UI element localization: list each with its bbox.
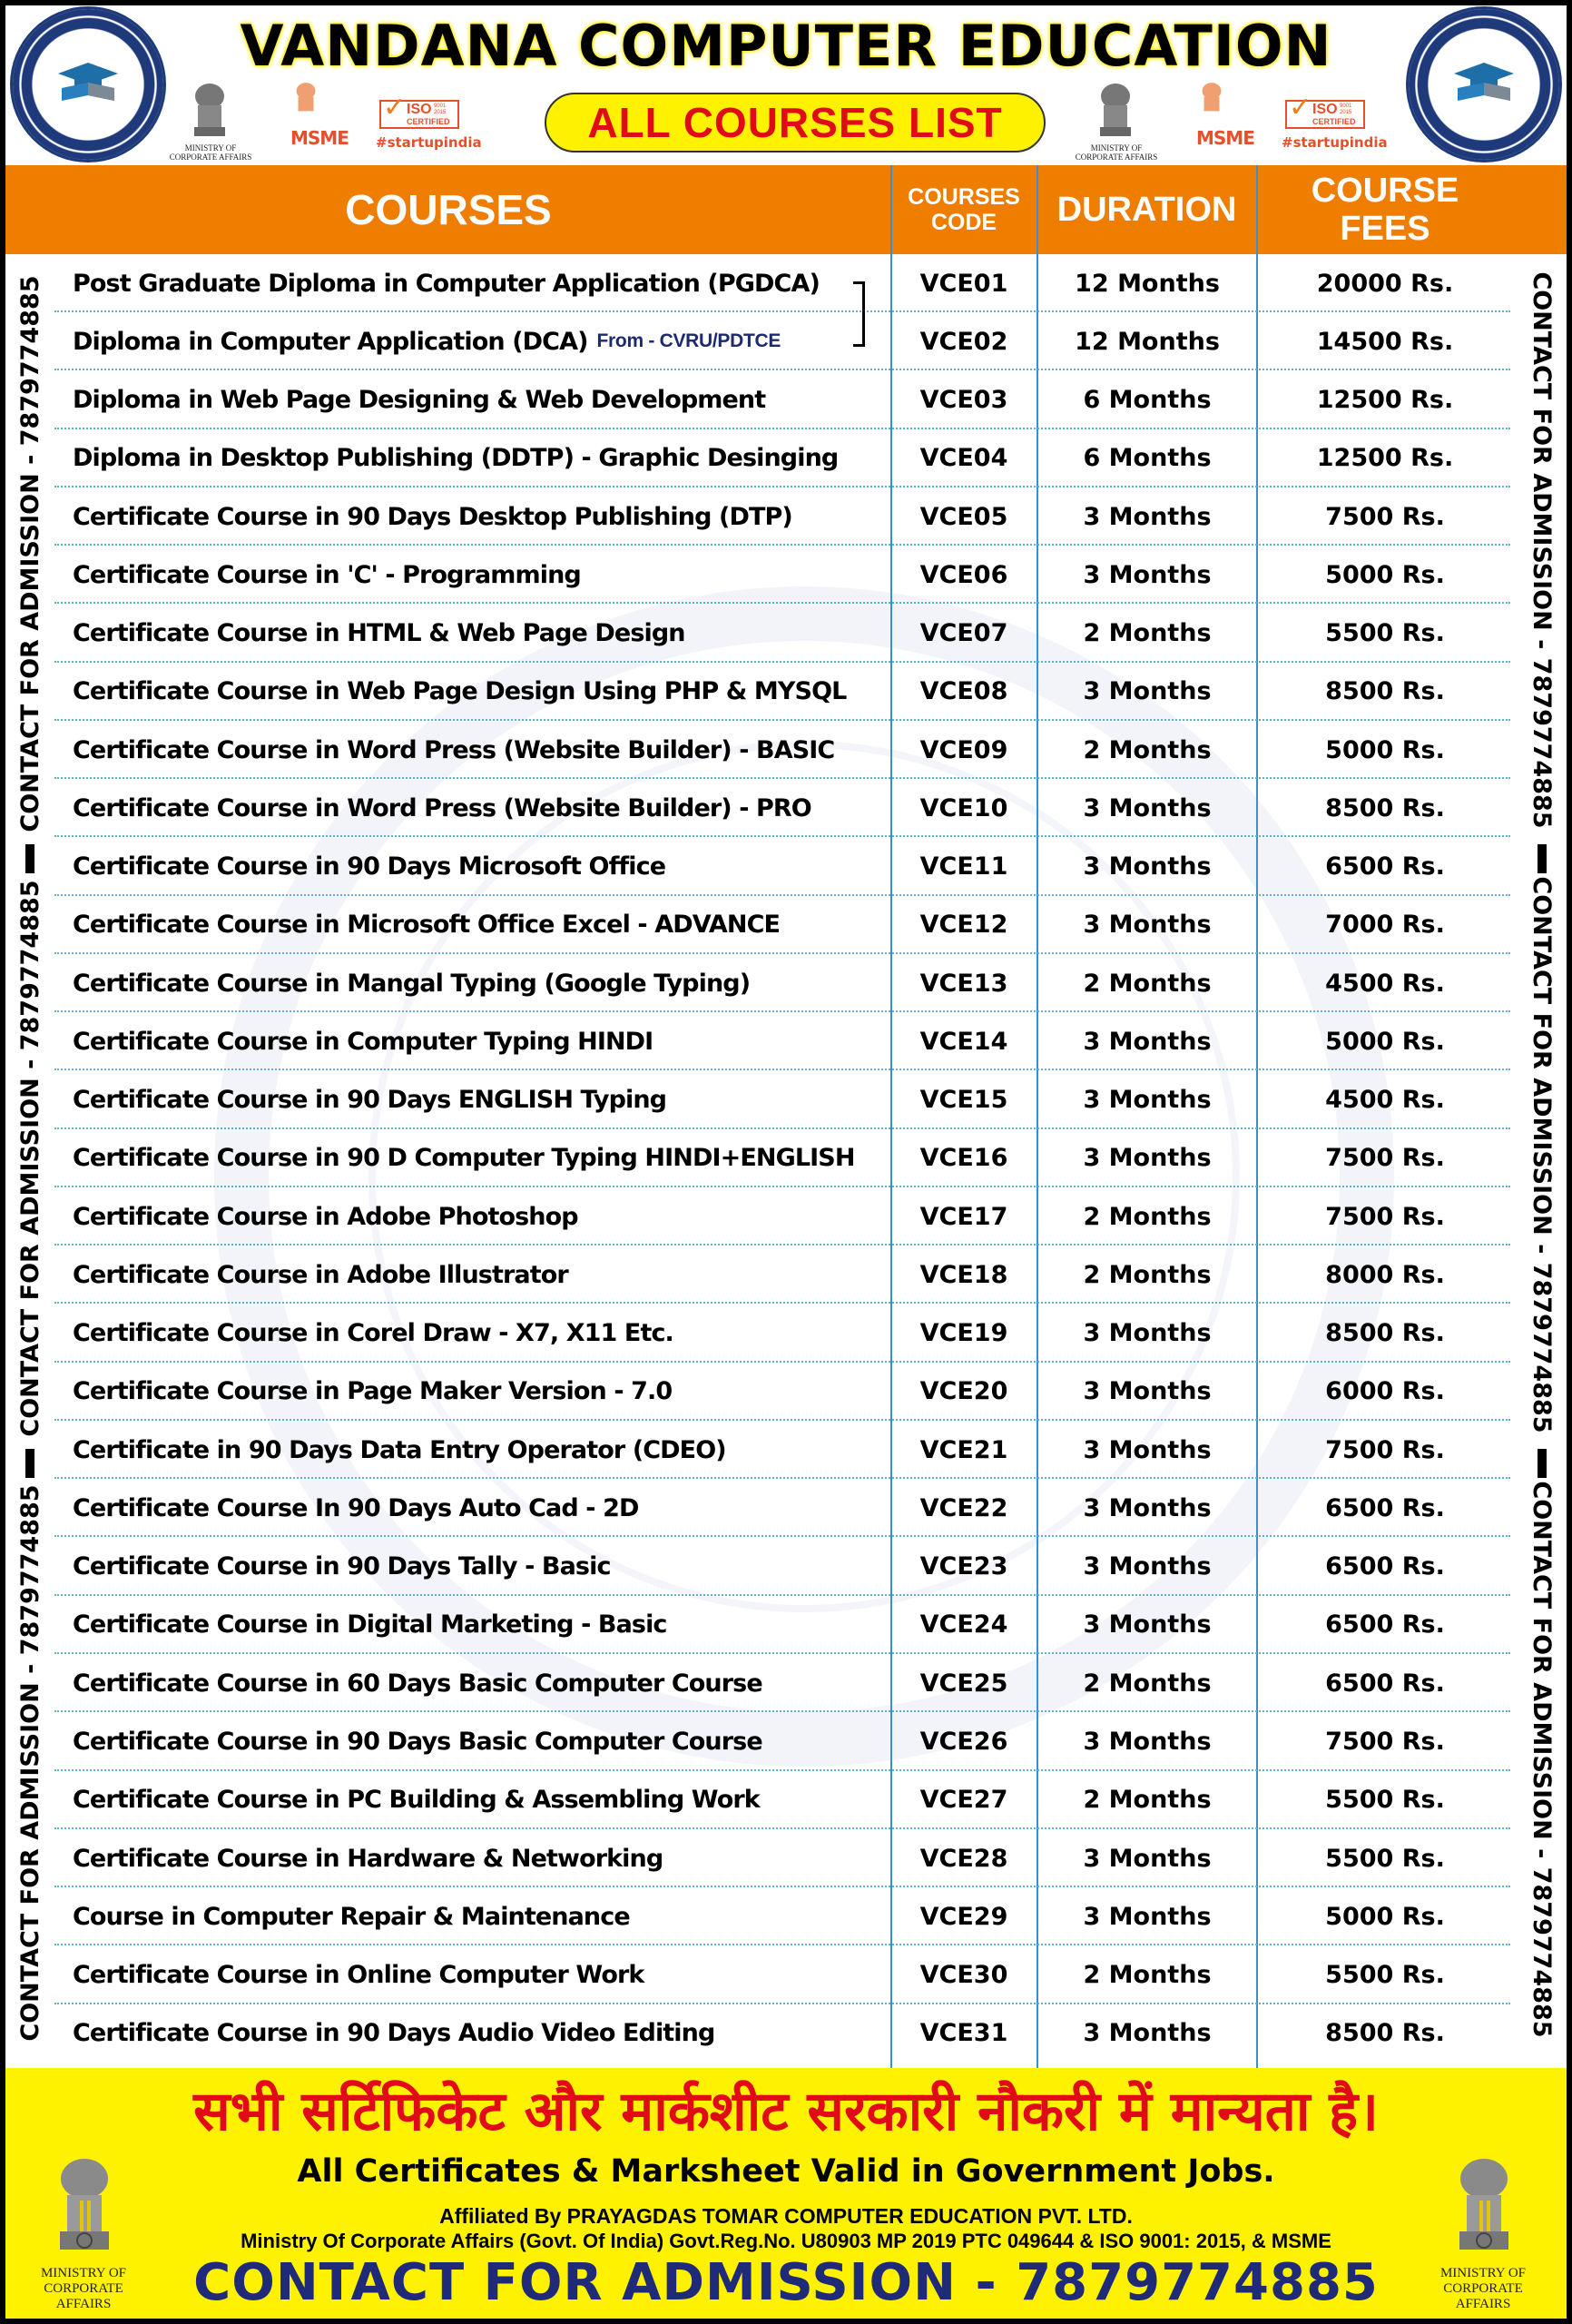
course-fee: 5500 Rs. [1325, 1844, 1445, 1873]
all-courses-list-banner: ALL COURSES LIST [545, 93, 1046, 153]
course-duration: 3 Months [1083, 1844, 1212, 1873]
course-name [73, 487, 889, 546]
course-name-text: Diploma in Computer Application (DCA) [73, 327, 588, 356]
table-row [54, 546, 1510, 604]
vertical-contact-text: CONTACT FOR ADMISSION - 7879774885 [15, 1484, 44, 2042]
ministry-caption-line1: MINISTRY OF [184, 143, 237, 153]
course-name [73, 1421, 889, 1479]
course-name [73, 1479, 889, 1537]
course-name [73, 254, 889, 312]
column-header-fees-line2: FEES [1340, 210, 1430, 248]
course-name [73, 896, 889, 954]
course-name [73, 312, 889, 370]
course-duration: 3 Months [1083, 1728, 1212, 1756]
course-name-text: Certificate Course in Mangal Typing (Google Typing) [73, 969, 751, 998]
course-duration: 3 Months [1083, 1027, 1212, 1056]
course-fee: 8500 Rs. [1325, 677, 1445, 706]
validity-statement: All Certificates & Marksheet Valid in Government Jobs. [297, 2153, 1275, 2190]
course-duration: 3 Months [1083, 911, 1212, 940]
ministry-caption-line2: CORPORATE AFFAIRS [44, 2281, 123, 2311]
course-fee: 20000 Rs. [1316, 269, 1454, 298]
course-duration: 3 Months [1083, 2019, 1212, 2048]
national-emblem-icon [1452, 2155, 1516, 2255]
ministry-caption [165, 143, 256, 162]
table-row [54, 954, 1510, 1012]
ministry-caption-line1: MINISTRY OF [1090, 143, 1143, 153]
national-emblem-icon [53, 2155, 116, 2255]
course-code: VCE22 [919, 1493, 1008, 1522]
course-name-text: Diploma in Web Page Designing & Web Development [73, 386, 766, 415]
table-row [54, 487, 1510, 546]
course-name-text: Certificate Course in Adobe Photoshop [73, 1202, 578, 1231]
course-name-text: Certificate Course in Page Maker Version - 7.0 [73, 1377, 673, 1406]
checkmark-icon: ✓ [383, 93, 407, 123]
course-fee: 7500 Rs. [1325, 1435, 1445, 1464]
course-name [73, 1363, 889, 1421]
poster-footer [5, 2068, 1567, 2319]
table-row [54, 1187, 1510, 1246]
registration-text: Ministry Of Corporate Affairs (Govt. Of India) Govt.Reg.No. U80903 MP 2019 PTC 049644 & ISO 9001: 2015, & MSME [241, 2230, 1331, 2252]
table-row [54, 663, 1510, 721]
column-header-courses: COURSES [345, 186, 552, 233]
course-fee: 6500 Rs. [1325, 1552, 1445, 1581]
course-name [73, 2004, 889, 2063]
course-duration: 2 Months [1083, 1202, 1212, 1231]
course-code: VCE25 [919, 1669, 1008, 1698]
msme-logo: MSME [290, 127, 349, 149]
vertical-contact-text: CONTACT FOR ADMISSION - 7879774885 [1528, 876, 1557, 1433]
course-code: VCE30 [919, 1961, 1008, 1990]
national-emblem-icon [189, 80, 231, 140]
course-name-text: Certificate Course in PC Building & Assembling Work [73, 1786, 760, 1815]
course-duration: 3 Months [1083, 1435, 1212, 1464]
course-name-text: Certificate Course in 90 Days Basic Computer Course [73, 1728, 762, 1756]
course-name [73, 1246, 889, 1304]
iso-certified-label: CERTIFIED [407, 117, 450, 126]
side-contact-strip-left [5, 254, 54, 2068]
table-row [54, 1479, 1510, 1537]
strip-divider [25, 844, 34, 873]
column-header-code [891, 165, 1037, 254]
course-code: VCE01 [919, 269, 1008, 298]
course-code: VCE19 [919, 1319, 1008, 1348]
institute-title: VANDANA COMPUTER EDUCATION [240, 13, 1332, 79]
course-code: VCE03 [919, 386, 1008, 415]
table-row [54, 1596, 1510, 1654]
table-row [54, 254, 1510, 312]
table-row [54, 1071, 1510, 1129]
startup-india-logo: #startupindia [1282, 134, 1388, 151]
course-fee: 8000 Rs. [1325, 1260, 1445, 1289]
course-name [73, 1071, 889, 1129]
ministry-caption [1429, 2266, 1538, 2312]
course-fee: 8500 Rs. [1325, 1319, 1445, 1348]
vertical-contact-text: CONTACT FOR ADMISSION - 7879774885 [15, 275, 44, 832]
strip-divider [25, 1449, 34, 1478]
course-name-text: Certificate Course in Microsoft Office Excel - ADVANCE [73, 911, 781, 940]
course-name [73, 1713, 889, 1771]
accreditation-badges [1075, 80, 1390, 163]
column-header-fees-line1: COURSE [1311, 172, 1459, 210]
course-code: VCE06 [919, 560, 1008, 589]
table-row [54, 1946, 1510, 2004]
course-duration: 12 Months [1075, 269, 1220, 298]
course-code: VCE23 [919, 1552, 1008, 1581]
checkmark-icon: ✓ [1289, 93, 1312, 123]
course-duration: 3 Months [1083, 793, 1212, 822]
course-name [73, 1946, 889, 2004]
course-name-text: Certificate in 90 Days Data Entry Operator (CDEO) [73, 1435, 726, 1464]
course-name-text: Course in Computer Repair & Maintenance [73, 1902, 630, 1931]
course-duration: 2 Months [1083, 969, 1212, 998]
course-code: VCE07 [919, 619, 1008, 648]
column-header-code-line1: COURSES [908, 184, 1020, 210]
course-fee: 7500 Rs. [1325, 1144, 1445, 1173]
table-row [54, 429, 1510, 487]
msme-emblem-icon [1198, 80, 1225, 120]
table-row [54, 1887, 1510, 1945]
course-code: VCE16 [919, 1144, 1008, 1173]
startup-india-logo: #startupindia [376, 134, 482, 151]
table-row [54, 1246, 1510, 1304]
table-row [54, 1305, 1510, 1363]
table-row [54, 1538, 1510, 1596]
course-code: VCE05 [919, 502, 1008, 531]
graduation-cap-icon [1452, 61, 1516, 103]
course-duration: 2 Months [1083, 1669, 1212, 1698]
course-fee: 5000 Rs. [1325, 1027, 1445, 1056]
course-code: VCE13 [919, 969, 1008, 998]
course-fee: 6500 Rs. [1325, 1669, 1445, 1698]
course-duration: 2 Months [1083, 1260, 1212, 1289]
course-list-poster [5, 5, 1567, 2319]
course-name [73, 1771, 889, 1829]
course-code: VCE12 [919, 911, 1008, 940]
vertical-contact-text: CONTACT FOR ADMISSION - 7879774885 [1528, 271, 1557, 829]
institute-logo-icon [1409, 9, 1559, 160]
table-row [54, 838, 1510, 896]
course-name [73, 1829, 889, 1887]
ministry-caption [1071, 143, 1162, 162]
course-name [73, 779, 889, 837]
course-duration: 3 Months [1083, 502, 1212, 531]
course-fee: 5000 Rs. [1325, 735, 1445, 764]
course-name-text: Certificate Course in 90 Days Tally - Basic [73, 1552, 611, 1581]
table-row [54, 1771, 1510, 1829]
course-name-text: Certificate Course in Web Page Design Using PHP & MYSQL [73, 677, 847, 706]
course-name [73, 721, 889, 779]
national-emblem-icon [1095, 80, 1136, 140]
course-name [73, 546, 889, 604]
course-fee: 12500 Rs. [1316, 386, 1454, 415]
course-name-text: Diploma in Desktop Publishing (DDTP) - Graphic Desinging [73, 444, 839, 473]
course-fee: 4500 Rs. [1325, 969, 1445, 998]
table-row [54, 1363, 1510, 1421]
course-fee: 5500 Rs. [1325, 1786, 1445, 1815]
ministry-caption [29, 2266, 138, 2312]
table-row [54, 896, 1510, 954]
course-duration: 3 Months [1083, 1493, 1212, 1522]
course-name-text: Certificate Course in Corel Draw - X7, X11 Etc. [73, 1319, 673, 1348]
table-header [5, 165, 1567, 254]
table-row [54, 1421, 1510, 1479]
university-note: From - CVRU/PDTCE [596, 330, 781, 352]
course-duration: 3 Months [1083, 1377, 1212, 1406]
course-name [73, 1538, 889, 1596]
course-name-text: Post Graduate Diploma in Computer Application (PGDCA) [73, 269, 820, 298]
iso-label: ISO [1312, 102, 1338, 117]
course-duration: 2 Months [1083, 735, 1212, 764]
iso-label: ISO [407, 102, 432, 117]
ministry-caption-line2: CORPORATE AFFAIRS [1443, 2281, 1523, 2311]
hindi-validity-statement: सभी सर्टिफिकेट और मार्कशीट सरकारी नौकरी में मान्यता है। [193, 2080, 1379, 2143]
course-name-text: Certificate Course in Word Press (Website Builder) - BASIC [73, 735, 835, 764]
course-name [73, 371, 889, 429]
course-name-text: Certificate Course in 90 Days Desktop Publishing (DTP) [73, 502, 792, 531]
course-name-text: Certificate Course in 90 Days Microsoft Office [73, 852, 666, 881]
course-name-text: Certificate Course in Digital Marketing - Basic [73, 1610, 667, 1640]
graduation-cap-icon [56, 61, 120, 103]
course-name-text: Certificate Course in 90 D Computer Typing HINDI+ENGLISH [73, 1144, 855, 1173]
table-row [54, 605, 1510, 663]
course-fee: 7500 Rs. [1325, 1728, 1445, 1756]
table-row [54, 1713, 1510, 1771]
course-duration: 2 Months [1083, 619, 1212, 648]
course-fee: 5500 Rs. [1325, 619, 1445, 648]
table-row [54, 1829, 1510, 1887]
course-code: VCE02 [919, 327, 1008, 356]
course-fee: 7500 Rs. [1325, 502, 1445, 531]
course-fee: 5500 Rs. [1325, 1961, 1445, 1990]
iso-certified-label: CERTIFIED [1312, 117, 1356, 126]
table-row [54, 1012, 1510, 1070]
course-name-text: Certificate Course in 90 Days Audio Video Editing [73, 2019, 715, 2048]
course-fee: 7500 Rs. [1325, 1202, 1445, 1231]
course-name-text: Certificate Course in Hardware & Networking [73, 1844, 663, 1873]
course-code: VCE27 [919, 1786, 1008, 1815]
table-row [54, 721, 1510, 779]
vertical-contact-text: CONTACT FOR ADMISSION - 7879774885 [1528, 1481, 1557, 2038]
course-name [73, 605, 889, 663]
course-fee: 6500 Rs. [1325, 852, 1445, 881]
column-header-code-line2: CODE [930, 210, 997, 235]
course-name-text: Certificate Course in 'C' - Programming [73, 560, 581, 589]
course-name-text: Certificate Course in Adobe Illustrator [73, 1260, 568, 1289]
ministry-caption-line2: CORPORATE AFFAIRS [1075, 153, 1158, 162]
course-fee: 8500 Rs. [1325, 793, 1445, 822]
course-fee: 12500 Rs. [1316, 444, 1454, 473]
course-code: VCE17 [919, 1202, 1008, 1231]
iso-certified-badge [379, 93, 459, 129]
course-name [73, 1129, 889, 1187]
poster-header [5, 5, 1567, 165]
course-name-text: Certificate Course in 60 Days Basic Computer Course [73, 1669, 762, 1698]
course-fee: 7000 Rs. [1325, 911, 1445, 940]
column-header-fees [1258, 165, 1512, 254]
strip-divider [1538, 1449, 1547, 1478]
iso-standard: 9001 2015 [434, 103, 447, 115]
course-code: VCE08 [919, 677, 1008, 706]
msme-logo: MSME [1196, 127, 1254, 149]
course-code: VCE21 [919, 1435, 1008, 1464]
course-name-text: Certificate Course in Word Press (Website Builder) - PRO [73, 793, 811, 822]
course-fee: 6500 Rs. [1325, 1493, 1445, 1522]
table-row [54, 1654, 1510, 1712]
side-contact-strip-right [1518, 254, 1567, 2068]
strip-divider [1538, 844, 1547, 873]
course-duration: 6 Months [1083, 386, 1212, 415]
course-name [73, 1596, 889, 1654]
course-name-text: Certificate Course in Online Computer Work [73, 1961, 644, 1990]
course-duration: 12 Months [1075, 327, 1220, 356]
course-name [73, 1887, 889, 1945]
institute-logo-icon [13, 9, 163, 160]
course-name [73, 663, 889, 721]
course-duration: 3 Months [1083, 1319, 1212, 1348]
course-code: VCE24 [919, 1610, 1008, 1640]
course-code: VCE09 [919, 735, 1008, 764]
course-name [73, 429, 889, 487]
iso-standard: 9001 2015 [1340, 103, 1352, 115]
course-code: VCE28 [919, 1844, 1008, 1873]
ministry-caption-line2: CORPORATE AFFAIRS [169, 153, 252, 162]
course-duration: 3 Months [1083, 1902, 1212, 1931]
course-code: VCE18 [919, 1260, 1008, 1289]
course-duration: 6 Months [1083, 444, 1212, 473]
table-row [54, 371, 1510, 429]
accreditation-badges [169, 80, 485, 163]
course-fee: 6500 Rs. [1325, 1610, 1445, 1640]
course-code: VCE20 [919, 1377, 1008, 1406]
course-code: VCE14 [919, 1027, 1008, 1056]
course-fee: 8500 Rs. [1325, 2019, 1445, 2048]
course-code: VCE15 [919, 1086, 1008, 1115]
course-duration: 3 Months [1083, 1086, 1212, 1115]
course-duration: 3 Months [1083, 1610, 1212, 1640]
course-duration: 2 Months [1083, 1961, 1212, 1990]
course-duration: 3 Months [1083, 560, 1212, 589]
course-name [73, 838, 889, 896]
course-duration: 3 Months [1083, 677, 1212, 706]
course-code: VCE11 [919, 852, 1008, 881]
course-code: VCE04 [919, 444, 1008, 473]
course-fee: 4500 Rs. [1325, 1086, 1445, 1115]
course-name-text: Certificate Course in HTML & Web Page Design [73, 619, 685, 648]
contact-for-admission: CONTACT FOR ADMISSION - 7879774885 [193, 2253, 1379, 2312]
ministry-caption-line1: MINISTRY OF [40, 2266, 127, 2280]
course-name [73, 1305, 889, 1363]
table-row [54, 312, 1510, 370]
iso-certified-badge [1285, 93, 1365, 129]
course-code: VCE29 [919, 1902, 1008, 1931]
course-duration: 3 Months [1083, 852, 1212, 881]
affiliation-text: Affiliated By PRAYAGDAS TOMAR COMPUTER EDUCATION PVT. LTD. [439, 2204, 1133, 2228]
course-code: VCE10 [919, 793, 1008, 822]
course-name-text: Certificate Course In 90 Days Auto Cad - 2D [73, 1493, 639, 1522]
course-fee: 5000 Rs. [1325, 560, 1445, 589]
course-name [73, 954, 889, 1012]
msme-emblem-icon [292, 80, 319, 120]
course-duration: 3 Months [1083, 1552, 1212, 1581]
course-duration: 2 Months [1083, 1786, 1212, 1815]
course-name [73, 1654, 889, 1712]
course-fee: 5000 Rs. [1325, 1902, 1445, 1931]
course-name-text: Certificate Course in 90 Days ENGLISH Typing [73, 1086, 667, 1115]
course-name [73, 1012, 889, 1070]
table-row [54, 779, 1510, 837]
table-row [54, 1129, 1510, 1187]
course-name [73, 1187, 889, 1246]
vertical-contact-text: CONTACT FOR ADMISSION - 7879774885 [15, 880, 44, 1437]
course-code: VCE26 [919, 1728, 1008, 1756]
course-fee: 14500 Rs. [1316, 327, 1454, 356]
ministry-caption-line1: MINISTRY OF [1439, 2266, 1527, 2280]
column-header-duration: DURATION [1056, 190, 1237, 229]
course-name-text: Certificate Course in Computer Typing HINDI [73, 1027, 653, 1056]
course-code: VCE31 [919, 2019, 1008, 2048]
course-fee: 6000 Rs. [1325, 1377, 1445, 1406]
table-row [54, 2004, 1510, 2063]
course-duration: 3 Months [1083, 1144, 1212, 1173]
